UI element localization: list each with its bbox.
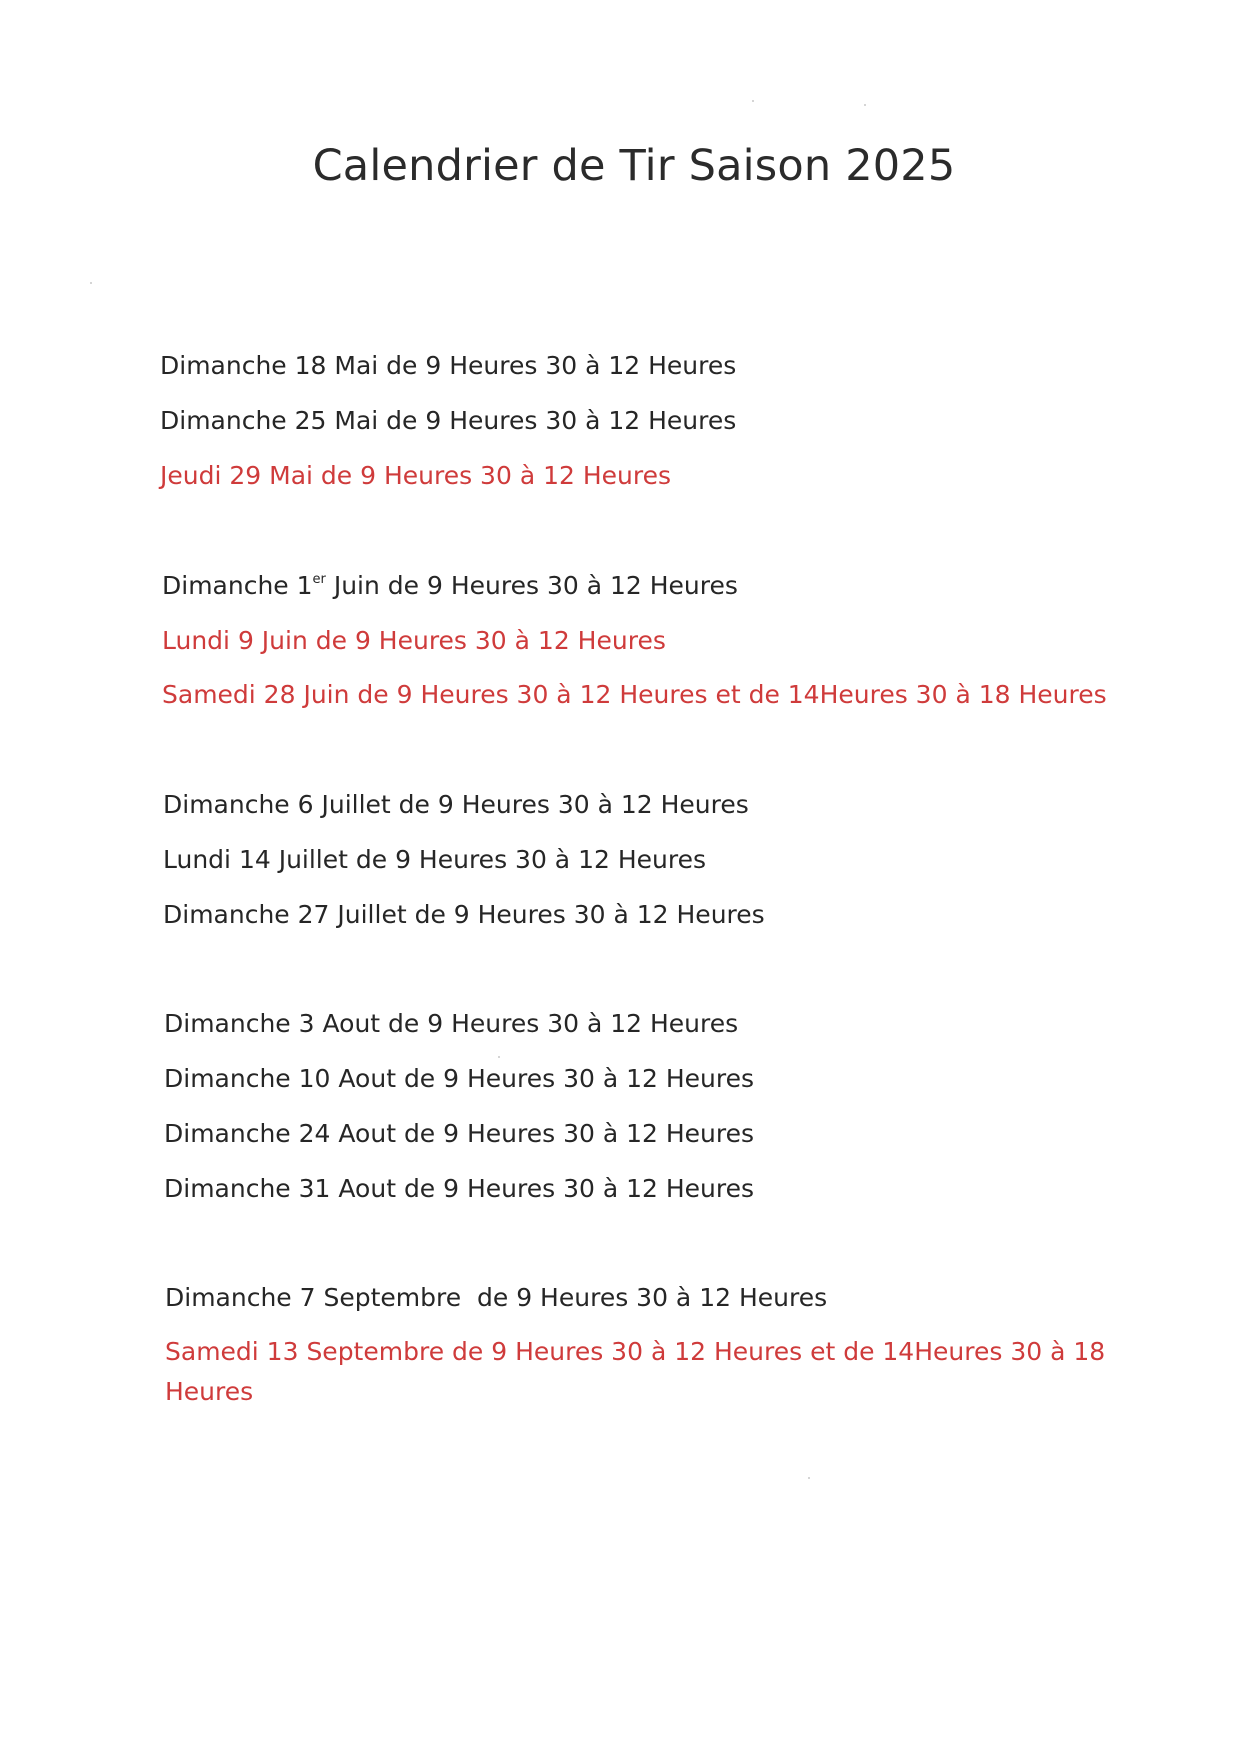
scan-speck [864,104,866,106]
schedule-entry-8: Lundi 14 Juillet de 9 Heures 30 à 12 Heures [163,845,706,874]
scan-speck [808,1477,810,1479]
scan-speck [90,282,92,284]
schedule-entry-6: Samedi 28 Juin de 9 Heures 30 à 12 Heures et de 14Heures 30 à 18 Heures [162,680,1107,709]
schedule-entry-3: Jeudi 29 Mai de 9 Heures 30 à 12 Heures [160,461,671,490]
schedule-entry-9: Dimanche 27 Juillet de 9 Heures 30 à 12 Heures [163,900,765,929]
ordinal-superscript: er [312,572,326,587]
schedule-entry-2: Dimanche 25 Mai de 9 Heures 30 à 12 Heures [160,406,737,435]
schedule-entry-13: Dimanche 31 Aout de 9 Heures 30 à 12 Heures [164,1174,755,1203]
scan-speck [752,100,754,102]
schedule-entry-12: Dimanche 24 Aout de 9 Heures 30 à 12 Heures [164,1119,755,1148]
schedule-entry-14: Dimanche 7 Septembre de 9 Heures 30 à 12 Heures [165,1283,828,1312]
schedule-entry-15: Samedi 13 Septembre de 9 Heures 30 à 12 Heures et de 14Heures 30 à 18 Heures [165,1337,1106,1406]
page-title: Calendrier de Tir Saison 2025 [312,141,956,191]
schedule-entry-5: Lundi 9 Juin de 9 Heures 30 à 12 Heures [162,626,666,655]
schedule-entry-10: Dimanche 3 Aout de 9 Heures 30 à 12 Heures [164,1009,739,1038]
schedule-entry-11: Dimanche 10 Aout de 9 Heures 30 à 12 Heures [164,1064,755,1093]
entry-text-suffix: Juin de 9 Heures 30 à 12 Heures [325,571,738,600]
schedule-entry-7: Dimanche 6 Juillet de 9 Heures 30 à 12 Heures [163,790,749,819]
entry-text-prefix: Dimanche 1 [162,571,313,600]
scan-speck [498,1056,500,1058]
schedule-entry-4 [162,573,738,598]
schedule-entry-1: Dimanche 18 Mai de 9 Heures 30 à 12 Heures [160,351,737,380]
